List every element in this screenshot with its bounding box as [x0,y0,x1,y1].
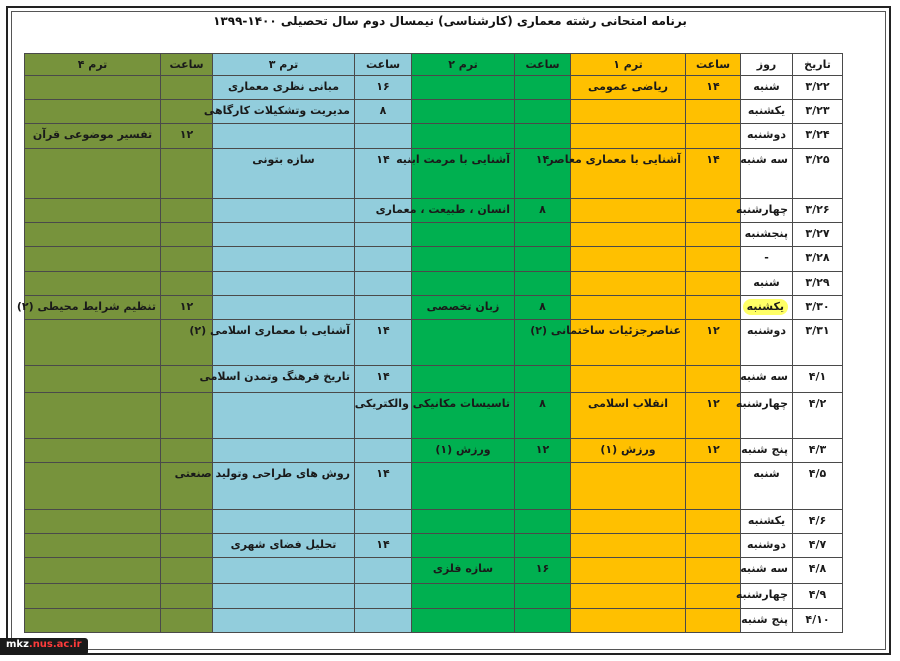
term4-hour [161,271,213,295]
term4-course [25,76,161,100]
term4-hour [161,223,213,247]
term1-hour [686,509,741,533]
row-date: ۴/۱ [793,366,843,392]
table-row [25,148,843,198]
header-term4: ترم ۴ [25,54,161,76]
term2-course [412,76,515,100]
row-day: چهارشنبه [741,199,793,223]
header-day: روز [741,54,793,76]
table-row [25,320,843,366]
term2-course [412,463,515,509]
term4-hour [161,584,213,608]
term2-hour [515,608,571,632]
term1-course: ورزش (۱) [571,439,686,463]
watermark-suffix: .nus.ac.ir [28,639,82,650]
row-date: ۳/۲۳ [793,100,843,124]
term1-course: انقلاب اسلامی [571,392,686,438]
term2-course [412,584,515,608]
term3-hour [355,584,412,608]
header-term2-hour: ساعت [515,54,571,76]
term2-course [412,608,515,632]
term3-course [213,199,355,223]
term2-hour [515,247,571,271]
row-date: ۴/۲ [793,392,843,438]
term4-hour: ۱۲ [161,124,213,148]
term2-course: سازه فلزی [412,558,515,584]
row-day: پنج شنبه [741,608,793,632]
term4-course [25,199,161,223]
term2-hour [515,124,571,148]
term1-course [571,558,686,584]
term3-course: تحلیل فضای شهری [213,533,355,557]
term4-course [25,100,161,124]
term1-hour: ۱۲ [686,439,741,463]
term3-course [213,295,355,319]
table-row [25,124,843,148]
term2-hour [515,509,571,533]
term2-course [412,124,515,148]
row-date: ۳/۳۱ [793,320,843,366]
term1-hour [686,100,741,124]
row-date: ۳/۲۲ [793,76,843,100]
term2-hour: ۱۲ [515,439,571,463]
row-date: ۴/۸ [793,558,843,584]
row-date: ۴/۳ [793,439,843,463]
term1-hour [686,366,741,392]
term2-course [412,223,515,247]
term3-course: مبانی نظری معماری [213,76,355,100]
term3-course [213,439,355,463]
table-row [25,558,843,584]
term2-hour [515,223,571,247]
term3-course: روش های طراحی وتولید صنعتی [213,463,355,509]
term2-hour [515,76,571,100]
term1-hour [686,223,741,247]
term4-hour [161,392,213,438]
row-day: دوشنبه [741,320,793,366]
highlighted-day: یکشنبه [743,299,788,315]
term3-course: سازه بتونی [213,148,355,198]
exam-schedule-table [16,53,843,633]
term2-hour [515,584,571,608]
term4-course [25,533,161,557]
term4-hour [161,199,213,223]
row-day: شنبه [741,463,793,509]
term1-course: ریاضی عمومی [571,76,686,100]
term2-hour: ۸ [515,392,571,438]
term4-course [25,223,161,247]
term3-course [213,247,355,271]
term3-hour: ۱۴ [355,320,412,366]
term3-hour [355,223,412,247]
term4-course [25,584,161,608]
term1-course [571,509,686,533]
term1-course [571,366,686,392]
term3-hour: ۱۴ [355,463,412,509]
term3-course [213,392,355,438]
row-day: - [741,247,793,271]
term1-hour [686,199,741,223]
term2-hour: ۱۶ [515,558,571,584]
table-row [25,392,843,438]
term2-hour [515,100,571,124]
term4-hour [161,76,213,100]
term4-hour [161,608,213,632]
term1-hour [686,124,741,148]
table-row [25,100,843,124]
row-date: ۳/۲۷ [793,223,843,247]
row-day: یکشنبه [741,509,793,533]
header-date: تاریخ [793,54,843,76]
term1-course [571,100,686,124]
term1-course [571,584,686,608]
term1-course [571,199,686,223]
row-day: دوشنبه [741,533,793,557]
table-row [25,533,843,557]
term1-hour: ۱۲ [686,320,741,366]
term1-course [571,247,686,271]
term3-hour: ۱۴ [355,533,412,557]
row-date: ۳/۲۶ [793,199,843,223]
header-term3-hour: ساعت [355,54,412,76]
term1-course: آشنایی با معماری معاصر [571,148,686,198]
term1-course [571,124,686,148]
table-row [25,366,843,392]
page-title: برنامه امتحانی رشته معماری (کارشناسی) نیمسال دوم سال تحصیلی ۱۴۰۰-۱۳۹۹ [213,14,687,28]
term1-course [571,223,686,247]
term4-course: تفسیر موضوعی قرآن [25,124,161,148]
term1-hour [686,271,741,295]
term1-hour [686,533,741,557]
table-row [25,463,843,509]
row-day: شنبه [741,271,793,295]
row-date: ۳/۲۵ [793,148,843,198]
row-day: پنج شنبه [741,439,793,463]
table-row [25,223,843,247]
table-row [25,199,843,223]
term3-course [213,509,355,533]
row-day: یکشنبه [741,100,793,124]
header-term1: ترم ۱ [571,54,686,76]
term2-course [412,366,515,392]
term1-course [571,271,686,295]
table-row [25,584,843,608]
term3-course [213,124,355,148]
term4-hour [161,509,213,533]
term4-course [25,509,161,533]
row-date: ۴/۵ [793,463,843,509]
header-row [25,54,843,76]
term3-hour [355,439,412,463]
term3-course [213,558,355,584]
term1-course [571,295,686,319]
term2-hour [515,533,571,557]
row-date: ۴/۱۰ [793,608,843,632]
term2-hour [515,271,571,295]
site-watermark [0,638,88,655]
term2-course [412,533,515,557]
term1-course [571,608,686,632]
row-day: چهارشنبه [741,392,793,438]
row-date: ۴/۶ [793,509,843,533]
term4-hour: ۱۲ [161,295,213,319]
term2-hour [515,366,571,392]
header-term3: ترم ۳ [213,54,355,76]
term1-hour [686,295,741,319]
term3-hour: ۱۶ [355,76,412,100]
term4-hour [161,247,213,271]
table-row [25,271,843,295]
term2-course [412,320,515,366]
term3-hour [355,124,412,148]
term2-course: آشنایی با مرمت ابنیه [412,148,515,198]
row-date: ۳/۲۹ [793,271,843,295]
row-date: ۴/۷ [793,533,843,557]
term3-hour [355,247,412,271]
term1-hour [686,247,741,271]
term3-hour: ۱۴ [355,148,412,198]
term4-course [25,148,161,198]
row-date: ۴/۹ [793,584,843,608]
table-row [25,76,843,100]
term3-hour [355,509,412,533]
term1-hour: ۱۴ [686,76,741,100]
term4-course [25,271,161,295]
table-row [25,509,843,533]
term2-course: انسان ، طبیعت ، معماری [412,199,515,223]
table-row [25,439,843,463]
term4-hour [161,558,213,584]
term3-hour: ۸ [355,100,412,124]
term4-course [25,439,161,463]
term3-course: مدیریت وتشکیلات کارگاهی [213,100,355,124]
term4-course [25,463,161,509]
row-date: ۳/۲۴ [793,124,843,148]
term1-course [571,533,686,557]
term1-hour [686,463,741,509]
term2-course [412,247,515,271]
row-day: سه شنبه [741,148,793,198]
term4-hour [161,533,213,557]
term3-course [213,271,355,295]
term3-hour [355,295,412,319]
header-term4-hour: ساعت [161,54,213,76]
header-term2: ترم ۲ [412,54,515,76]
term3-course [213,584,355,608]
row-date: ۳/۳۰ [793,295,843,319]
term3-course: آشنایی با معماری اسلامی (۲) [213,320,355,366]
term3-hour [355,558,412,584]
term2-course: ورزش (۱) [412,439,515,463]
term1-course: عناصرجزئیات ساختمانی (۲) [571,320,686,366]
term2-course: زبان تخصصی [412,295,515,319]
term2-course [412,509,515,533]
table-row [25,608,843,632]
row-day: پنجشنبه [741,223,793,247]
term3-course [213,608,355,632]
term1-hour [686,608,741,632]
row-day: شنبه [741,76,793,100]
term4-hour [161,439,213,463]
term2-course [412,271,515,295]
term2-hour [515,463,571,509]
term4-course [25,392,161,438]
term3-hour [355,608,412,632]
term4-hour [161,148,213,198]
term4-course [25,558,161,584]
row-day: چهارشنبه [741,584,793,608]
term2-hour: ۸ [515,295,571,319]
term2-hour: ۸ [515,199,571,223]
term3-course [213,223,355,247]
row-day: دوشنبه [741,124,793,148]
table-row [25,295,843,319]
term2-course: تاسیسات مکانیکی والکتریکی [412,392,515,438]
term3-course: تاریخ فرهنگ وتمدن اسلامی [213,366,355,392]
term1-hour [686,584,741,608]
term4-course [25,608,161,632]
term4-course [25,247,161,271]
term1-hour [686,558,741,584]
term3-hour [355,271,412,295]
term1-hour: ۱۴ [686,148,741,198]
term1-course [571,463,686,509]
term2-course [412,100,515,124]
row-date: ۳/۲۸ [793,247,843,271]
term4-course: تنظیم شرایط محیطی (۲) [25,295,161,319]
row-day: سه شنبه [741,366,793,392]
row-day: سه شنبه [741,558,793,584]
term1-hour: ۱۲ [686,392,741,438]
term4-course [25,366,161,392]
term3-hour: ۱۴ [355,366,412,392]
row-day [741,295,793,319]
table-row [25,247,843,271]
watermark-prefix: mkz [6,639,29,650]
term2-hour: ۱۴ [515,148,571,198]
term4-course [25,320,161,366]
header-term1-hour: ساعت [686,54,741,76]
